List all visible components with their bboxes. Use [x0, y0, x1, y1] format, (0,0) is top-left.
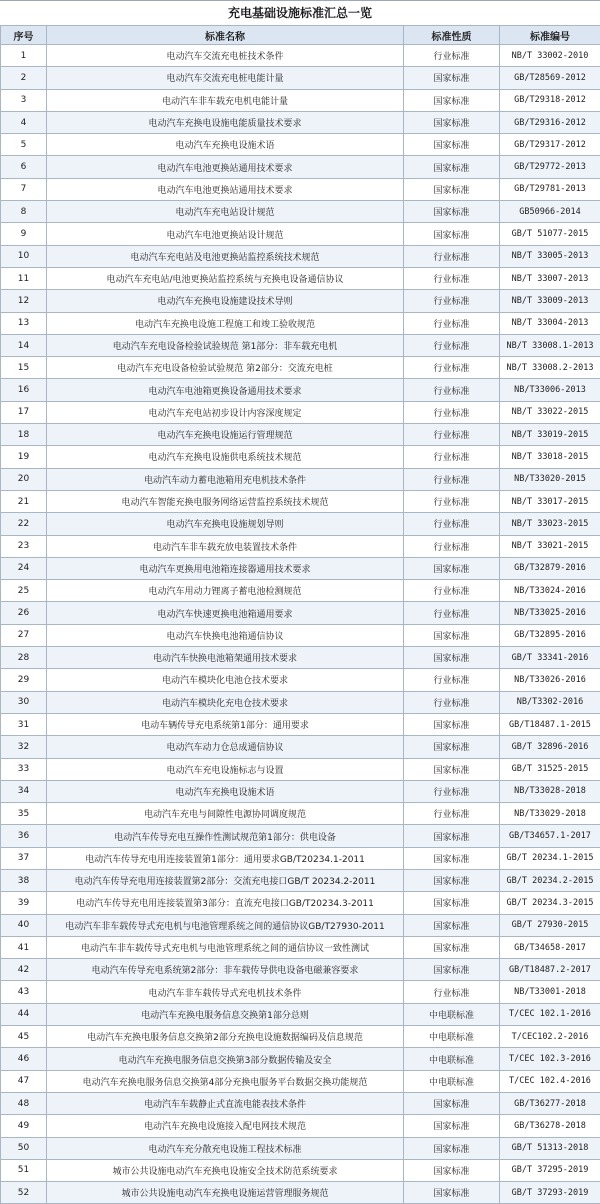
- table-row: [1, 245, 600, 267]
- cell-standard-code: GB/T29317-2012: [500, 134, 600, 156]
- cell-index: 6: [1, 156, 47, 178]
- cell-standard-code: NB/T33020-2015: [500, 468, 600, 490]
- cell-standard-code: GB/T18487.1-2015: [500, 713, 600, 735]
- cell-standard-name: 电动汽车非车载传导式充电机技术条件: [47, 981, 404, 1003]
- header-type: 标准性质: [404, 26, 500, 45]
- table-row: [1, 1115, 600, 1137]
- cell-standard-code: GB50966-2014: [500, 201, 600, 223]
- cell-standard-code: NB/T33029-2018: [500, 803, 600, 825]
- cell-standard-code: NB/T33028-2018: [500, 780, 600, 802]
- cell-standard-name: 电动汽车充换电设施接入配电网技术规范: [47, 1115, 404, 1137]
- table-row: [1, 557, 600, 579]
- cell-index: 46: [1, 1048, 47, 1070]
- table-row: [1, 736, 600, 758]
- cell-standard-type: 国家标准: [404, 892, 500, 914]
- cell-index: 43: [1, 981, 47, 1003]
- cell-standard-name: 电动汽车电池更换站设计规范: [47, 223, 404, 245]
- cell-standard-name: 电动汽车充电站/电池更换站监控系统与充换电设备通信协议: [47, 267, 404, 289]
- cell-index: 10: [1, 245, 47, 267]
- cell-standard-type: 国家标准: [404, 959, 500, 981]
- cell-standard-type: 行业标准: [404, 334, 500, 356]
- cell-standard-type: 国家标准: [404, 936, 500, 958]
- cell-index: 33: [1, 758, 47, 780]
- cell-standard-type: 行业标准: [404, 490, 500, 512]
- cell-standard-code: NB/T 33022-2015: [500, 401, 600, 423]
- cell-standard-code: NB/T 33017-2015: [500, 490, 600, 512]
- cell-standard-code: GB/T34657.1-2017: [500, 825, 600, 847]
- cell-index: 18: [1, 424, 47, 446]
- table-row: [1, 914, 600, 936]
- table-row: [1, 290, 600, 312]
- cell-standard-name: 电动汽车充电设备检验试验规范 第2部分：交流充电桩: [47, 357, 404, 379]
- cell-standard-type: 国家标准: [404, 758, 500, 780]
- cell-standard-code: GB/T 32896-2016: [500, 736, 600, 758]
- table-row: [1, 647, 600, 669]
- cell-standard-name: 电动汽车充换电设施工程施工和竣工验收规范: [47, 312, 404, 334]
- cell-standard-code: GB/T28569-2012: [500, 67, 600, 89]
- cell-standard-code: GB/T29772-2013: [500, 156, 600, 178]
- cell-standard-name: 电动汽车快换电池箱通信协议: [47, 624, 404, 646]
- cell-standard-type: 行业标准: [404, 357, 500, 379]
- cell-standard-type: 国家标准: [404, 713, 500, 735]
- cell-index: 30: [1, 691, 47, 713]
- header-code: 标准编号: [500, 26, 600, 45]
- cell-standard-name: 电动汽车充换电设施运行管理规范: [47, 424, 404, 446]
- cell-index: 28: [1, 647, 47, 669]
- cell-standard-name: 电动汽车传导充电系统第2部分：非车载传导供电设备电磁兼容要求: [47, 959, 404, 981]
- cell-standard-code: NB/T 33008.1-2013: [500, 334, 600, 356]
- cell-standard-type: 行业标准: [404, 401, 500, 423]
- cell-standard-type: 国家标准: [404, 825, 500, 847]
- table-row: [1, 936, 600, 958]
- table-row: [1, 981, 600, 1003]
- cell-standard-type: 国家标准: [404, 1182, 500, 1204]
- cell-standard-type: 中电联标准: [404, 1026, 500, 1048]
- cell-standard-name: 电动汽车快换电池箱架通用技术要求: [47, 647, 404, 669]
- cell-index: 16: [1, 379, 47, 401]
- cell-index: 5: [1, 134, 47, 156]
- table-row: [1, 424, 600, 446]
- table-row: [1, 869, 600, 891]
- cell-index: 8: [1, 201, 47, 223]
- table-row: [1, 45, 600, 67]
- cell-standard-code: NB/T 33002-2010: [500, 45, 600, 67]
- cell-standard-name: 电动汽车传导充电用连接装置第2部分：交流充电接口GB/T 20234.2-2011: [47, 869, 404, 891]
- cell-index: 50: [1, 1137, 47, 1159]
- cell-index: 24: [1, 557, 47, 579]
- cell-standard-name: 电动汽车非车载充放电装置技术条件: [47, 535, 404, 557]
- table-row: [1, 1182, 600, 1204]
- cell-standard-code: NB/T33025-2016: [500, 602, 600, 624]
- table-row: [1, 1048, 600, 1070]
- cell-standard-code: GB/T36278-2018: [500, 1115, 600, 1137]
- table-row: [1, 490, 600, 512]
- cell-index: 13: [1, 312, 47, 334]
- table-row: [1, 691, 600, 713]
- cell-standard-name: 电动汽车智能充换电服务网络运营监控系统技术规范: [47, 490, 404, 512]
- cell-standard-code: GB/T 51313-2018: [500, 1137, 600, 1159]
- cell-index: 12: [1, 290, 47, 312]
- cell-standard-name: 电动汽车模块化电池仓技术要求: [47, 669, 404, 691]
- table-row: [1, 1026, 600, 1048]
- cell-index: 38: [1, 869, 47, 891]
- cell-standard-code: GB/T 31525-2015: [500, 758, 600, 780]
- cell-standard-type: 国家标准: [404, 223, 500, 245]
- cell-standard-name: 电动汽车充换电服务信息交换第2部分充换电设施数据编码及信息规范: [47, 1026, 404, 1048]
- cell-standard-name: 电动汽车电池箱更换设备通用技术要求: [47, 379, 404, 401]
- cell-standard-code: NB/T 33004-2013: [500, 312, 600, 334]
- table-row: [1, 580, 600, 602]
- cell-standard-type: 行业标准: [404, 981, 500, 1003]
- cell-standard-type: 中电联标准: [404, 1003, 500, 1025]
- table-row: [1, 780, 600, 802]
- cell-index: 22: [1, 513, 47, 535]
- cell-index: 47: [1, 1070, 47, 1092]
- cell-standard-code: NB/T 33008.2-2013: [500, 357, 600, 379]
- cell-standard-type: 行业标准: [404, 424, 500, 446]
- cell-index: 20: [1, 468, 47, 490]
- cell-standard-code: NB/T 33009-2013: [500, 290, 600, 312]
- cell-standard-code: NB/T 33023-2015: [500, 513, 600, 535]
- cell-standard-name: 电动汽车充电与间隙性电源协同调度规范: [47, 803, 404, 825]
- cell-index: 27: [1, 624, 47, 646]
- cell-standard-name: 电动汽车电池更换站通用技术要求: [47, 156, 404, 178]
- header-name: 标准名称: [47, 26, 404, 45]
- cell-standard-code: GB/T32895-2016: [500, 624, 600, 646]
- cell-index: 36: [1, 825, 47, 847]
- cell-standard-type: 行业标准: [404, 290, 500, 312]
- cell-standard-type: 行业标准: [404, 602, 500, 624]
- table-title: 充电基础设施标准汇总一览: [0, 0, 600, 25]
- cell-index: 44: [1, 1003, 47, 1025]
- table-row: [1, 1159, 600, 1181]
- cell-standard-name: 电动汽车用动力锂离子蓄电池检测规范: [47, 580, 404, 602]
- cell-standard-type: 国家标准: [404, 557, 500, 579]
- cell-index: 42: [1, 959, 47, 981]
- cell-standard-name: 城市公共设施电动汽车充换电设施运营管理服务规范: [47, 1182, 404, 1204]
- cell-standard-code: GB/T36277-2018: [500, 1092, 600, 1114]
- cell-standard-code: GB/T29318-2012: [500, 89, 600, 111]
- cell-standard-type: 国家标准: [404, 89, 500, 111]
- cell-standard-name: 电动汽车充换电设施规划导则: [47, 513, 404, 535]
- cell-standard-type: 行业标准: [404, 535, 500, 557]
- cell-standard-type: 国家标准: [404, 67, 500, 89]
- cell-index: 17: [1, 401, 47, 423]
- cell-index: 51: [1, 1159, 47, 1181]
- cell-index: 26: [1, 602, 47, 624]
- cell-standard-type: 国家标准: [404, 156, 500, 178]
- cell-standard-name: 电动汽车传导充电用连接装置第1部分：通用要求GB/T20234.1-2011: [47, 847, 404, 869]
- cell-standard-type: 国家标准: [404, 914, 500, 936]
- standards-table: [0, 25, 600, 1204]
- cell-standard-type: 国家标准: [404, 201, 500, 223]
- cell-index: 37: [1, 847, 47, 869]
- cell-standard-code: NB/T33026-2016: [500, 669, 600, 691]
- table-row: [1, 312, 600, 334]
- table-row: [1, 156, 600, 178]
- cell-standard-name: 电动汽车快速更换电池箱通用要求: [47, 602, 404, 624]
- table-row: [1, 892, 600, 914]
- table-row: [1, 201, 600, 223]
- table-row: [1, 1137, 600, 1159]
- cell-standard-name: 电动汽车交流充电桩电能计量: [47, 67, 404, 89]
- cell-index: 23: [1, 535, 47, 557]
- cell-index: 34: [1, 780, 47, 802]
- cell-index: 21: [1, 490, 47, 512]
- cell-standard-code: GB/T18487.2-2017: [500, 959, 600, 981]
- cell-standard-code: GB/T 37293-2019: [500, 1182, 600, 1204]
- cell-standard-type: 行业标准: [404, 312, 500, 334]
- cell-standard-code: NB/T 33018-2015: [500, 446, 600, 468]
- cell-standard-type: 行业标准: [404, 513, 500, 535]
- cell-standard-code: NB/T33024-2016: [500, 580, 600, 602]
- cell-standard-code: GB/T29316-2012: [500, 111, 600, 133]
- table-row: [1, 67, 600, 89]
- cell-index: 2: [1, 67, 47, 89]
- cell-standard-type: 国家标准: [404, 1137, 500, 1159]
- cell-standard-name: 电动汽车非车载充电机电能计量: [47, 89, 404, 111]
- cell-standard-type: 行业标准: [404, 267, 500, 289]
- cell-standard-code: T/CEC 102.4-2016: [500, 1070, 600, 1092]
- cell-standard-name: 电动汽车模块化充电仓技术要求: [47, 691, 404, 713]
- table-row: [1, 178, 600, 200]
- cell-index: 45: [1, 1026, 47, 1048]
- cell-standard-name: 电动汽车动力蓄电池箱用充电机技术条件: [47, 468, 404, 490]
- cell-standard-code: GB/T 20234.2-2015: [500, 869, 600, 891]
- cell-standard-code: GB/T 37295-2019: [500, 1159, 600, 1181]
- table-row: [1, 223, 600, 245]
- cell-standard-code: GB/T29781-2013: [500, 178, 600, 200]
- cell-standard-name: 电动汽车充电设备检验试验规范 第1部分：非车载充电机: [47, 334, 404, 356]
- cell-standard-code: GB/T 33341-2016: [500, 647, 600, 669]
- table-row: [1, 89, 600, 111]
- table-row: [1, 1003, 600, 1025]
- cell-standard-code: T/CEC102.2-2016: [500, 1026, 600, 1048]
- cell-index: 48: [1, 1092, 47, 1114]
- table-row: [1, 334, 600, 356]
- cell-standard-name: 电动汽车车载静止式直流电能表技术条件: [47, 1092, 404, 1114]
- cell-standard-name: 电动汽车传导充电互操作性测试规范第1部分：供电设备: [47, 825, 404, 847]
- cell-standard-type: 国家标准: [404, 178, 500, 200]
- cell-index: 39: [1, 892, 47, 914]
- table-row: [1, 624, 600, 646]
- cell-standard-name: 电动汽车充换电设施术语: [47, 134, 404, 156]
- cell-standard-code: NB/T3302-2016: [500, 691, 600, 713]
- cell-index: 15: [1, 357, 47, 379]
- cell-index: 31: [1, 713, 47, 735]
- cell-standard-name: 电动汽车更换用电池箱连接器通用技术要求: [47, 557, 404, 579]
- cell-standard-code: GB/T34658-2017: [500, 936, 600, 958]
- header-row: [1, 26, 600, 45]
- table-row: [1, 847, 600, 869]
- cell-standard-type: 中电联标准: [404, 1048, 500, 1070]
- cell-standard-name: 电动汽车非车载传导式充电机与电池管理系统之间的通信协议一致性测试: [47, 936, 404, 958]
- cell-standard-name: 电动车辆传导充电系统第1部分：通用要求: [47, 713, 404, 735]
- cell-standard-code: NB/T33006-2013: [500, 379, 600, 401]
- cell-standard-type: 国家标准: [404, 847, 500, 869]
- cell-standard-code: NB/T 33021-2015: [500, 535, 600, 557]
- table-row: [1, 758, 600, 780]
- cell-standard-name: 电动汽车充分散充电设施工程技术标准: [47, 1137, 404, 1159]
- cell-standard-code: NB/T 33005-2013: [500, 245, 600, 267]
- table-row: [1, 267, 600, 289]
- cell-standard-type: 国家标准: [404, 1115, 500, 1137]
- cell-standard-name: 电动汽车非车载传导式充电机与电池管理系统之间的通信协议GB/T27930-2011: [47, 914, 404, 936]
- cell-standard-name: 电动汽车动力仓总成通信协议: [47, 736, 404, 758]
- cell-index: 52: [1, 1182, 47, 1204]
- cell-standard-type: 中电联标准: [404, 1070, 500, 1092]
- cell-standard-name: 城市公共设施电动汽车充换电设施安全技术防范系统要求: [47, 1159, 404, 1181]
- cell-index: 4: [1, 111, 47, 133]
- cell-standard-type: 国家标准: [404, 134, 500, 156]
- cell-standard-code: GB/T 51077-2015: [500, 223, 600, 245]
- table-row: [1, 669, 600, 691]
- cell-standard-name: 电动汽车交流充电桩技术条件: [47, 45, 404, 67]
- table-row: [1, 111, 600, 133]
- cell-standard-code: GB/T 27930-2015: [500, 914, 600, 936]
- cell-index: 11: [1, 267, 47, 289]
- cell-index: 49: [1, 1115, 47, 1137]
- cell-standard-name: 电动汽车充换电服务信息交换第1部分总则: [47, 1003, 404, 1025]
- cell-standard-code: GB/T 20234.1-2015: [500, 847, 600, 869]
- cell-standard-code: NB/T33001-2018: [500, 981, 600, 1003]
- cell-standard-name: 电动汽车充换电设施建设技术导则: [47, 290, 404, 312]
- table-row: [1, 1070, 600, 1092]
- cell-index: 25: [1, 580, 47, 602]
- cell-standard-type: 国家标准: [404, 624, 500, 646]
- cell-standard-type: 行业标准: [404, 379, 500, 401]
- cell-standard-name: 电动汽车充电站及电池更换站监控系统技术规范: [47, 245, 404, 267]
- cell-standard-type: 国家标准: [404, 1092, 500, 1114]
- table-row: [1, 535, 600, 557]
- cell-index: 41: [1, 936, 47, 958]
- cell-standard-type: 行业标准: [404, 446, 500, 468]
- cell-standard-type: 行业标准: [404, 45, 500, 67]
- table-row: [1, 357, 600, 379]
- cell-standard-code: T/CEC 102.1-2016: [500, 1003, 600, 1025]
- cell-standard-code: GB/T32879-2016: [500, 557, 600, 579]
- cell-standard-name: 电动汽车充换电设施电能质量技术要求: [47, 111, 404, 133]
- cell-index: 14: [1, 334, 47, 356]
- cell-index: 29: [1, 669, 47, 691]
- cell-standard-name: 电动汽车传导充电用连接装置第3部分：直流充电接口GB/T20234.3-2011: [47, 892, 404, 914]
- cell-standard-name: 电动汽车充换电设施供电系统技术规范: [47, 446, 404, 468]
- cell-standard-type: 国家标准: [404, 111, 500, 133]
- cell-index: 40: [1, 914, 47, 936]
- cell-index: 1: [1, 45, 47, 67]
- table-row: [1, 513, 600, 535]
- table-row: [1, 959, 600, 981]
- cell-standard-code: GB/T 20234.3-2015: [500, 892, 600, 914]
- table-row: [1, 134, 600, 156]
- table-row: [1, 468, 600, 490]
- table-row: [1, 401, 600, 423]
- table-row: [1, 825, 600, 847]
- cell-index: 19: [1, 446, 47, 468]
- cell-standard-name: 电动汽车充电站设计规范: [47, 201, 404, 223]
- table-row: [1, 713, 600, 735]
- cell-standard-type: 行业标准: [404, 669, 500, 691]
- table-row: [1, 602, 600, 624]
- cell-standard-code: T/CEC 102.3-2016: [500, 1048, 600, 1070]
- cell-standard-type: 行业标准: [404, 691, 500, 713]
- table-row: [1, 803, 600, 825]
- cell-standard-name: 电动汽车充换电设施术语: [47, 780, 404, 802]
- cell-standard-name: 电动汽车电池更换站通用技术要求: [47, 178, 404, 200]
- cell-standard-type: 国家标准: [404, 736, 500, 758]
- cell-index: 7: [1, 178, 47, 200]
- cell-standard-code: NB/T 33019-2015: [500, 424, 600, 446]
- cell-standard-type: 行业标准: [404, 803, 500, 825]
- cell-standard-name: 电动汽车充电站初步设计内容深度规定: [47, 401, 404, 423]
- table-row: [1, 446, 600, 468]
- cell-standard-type: 行业标准: [404, 468, 500, 490]
- header-index: 序号: [1, 26, 47, 45]
- cell-index: 3: [1, 89, 47, 111]
- cell-index: 35: [1, 803, 47, 825]
- cell-standard-type: 行业标准: [404, 580, 500, 602]
- cell-index: 32: [1, 736, 47, 758]
- cell-standard-type: 行业标准: [404, 780, 500, 802]
- cell-standard-name: 电动汽车充换电服务信息交换第4部分充换电服务平台数据交换功能规范: [47, 1070, 404, 1092]
- table-row: [1, 1092, 600, 1114]
- cell-standard-code: NB/T 33007-2013: [500, 267, 600, 289]
- cell-standard-type: 行业标准: [404, 245, 500, 267]
- cell-index: 9: [1, 223, 47, 245]
- cell-standard-type: 国家标准: [404, 647, 500, 669]
- cell-standard-type: 国家标准: [404, 1159, 500, 1181]
- table-row: [1, 379, 600, 401]
- cell-standard-type: 国家标准: [404, 869, 500, 891]
- cell-standard-name: 电动汽车充换电服务信息交换第3部分数据传输及安全: [47, 1048, 404, 1070]
- cell-standard-name: 电动汽车充电设施标志与设置: [47, 758, 404, 780]
